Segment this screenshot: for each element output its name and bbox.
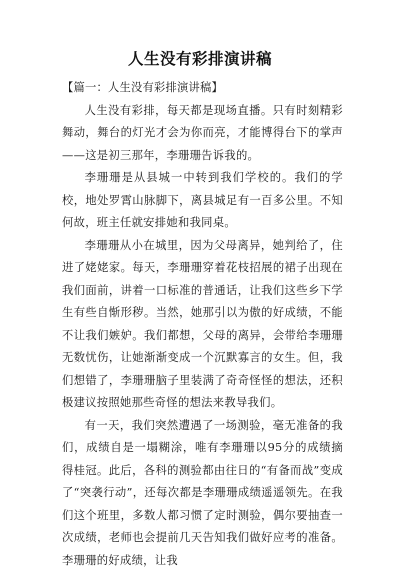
paragraph: 有一天，我们突然遭遇了一场测验，毫无准备的我们，成绩自是一塌糊涂，唯有李珊珊以95分的成绩摘得桂冠。此后，各科的测验都由往日的“有备而战”变成了“突袭行动”，还每次都是李珊珊成绩遥遥领先。在我们这个班里，多数人都习惯了定时测验，偶尔要抽查一次成绩，老师也会提前几天告知我们做好应考的准备。李珊珊的好成绩，让我 [62, 415, 343, 572]
section-heading: 【篇一：人生没有彩排演讲稿】 [62, 77, 343, 100]
paragraph: 李珊珊从小在城里，因为父母离异，她判给了，住进了姥姥家。每天，李珊珊穿着花枝招展的裙子出现在我们面前，讲着一口标准的普通话，让我们这些乡下学生有些自惭形秽。当然，她那引以为傲的好成绩，不能不让我们嫉妒。我们都想，父母的离异，会带给李珊珊无数忧伤，让她渐渐变成一个沉默寡言的女生。但，我们想错了，李珊珊脑子里装满了奇奇怪怪的想法，还积极建议按照她那些奇怪的想法来教导我们。 [62, 235, 343, 415]
paragraph: 李珊珊是从县城一中转到我们学校的。我们的学校，地处罗霄山脉脚下，离县城足有一百多公里。不知何故，班主任就安排她和我同桌。 [62, 167, 343, 235]
document-body [62, 77, 343, 572]
document-title: 人生没有彩排演讲稿 [0, 49, 400, 69]
paragraph: 人生没有彩排，每天都是现场直播。只有时刻精彩舞动，舞台的灯光才会为你而亮，才能博得台下的掌声——这是初三那年，李珊珊告诉我的。 [62, 100, 343, 168]
